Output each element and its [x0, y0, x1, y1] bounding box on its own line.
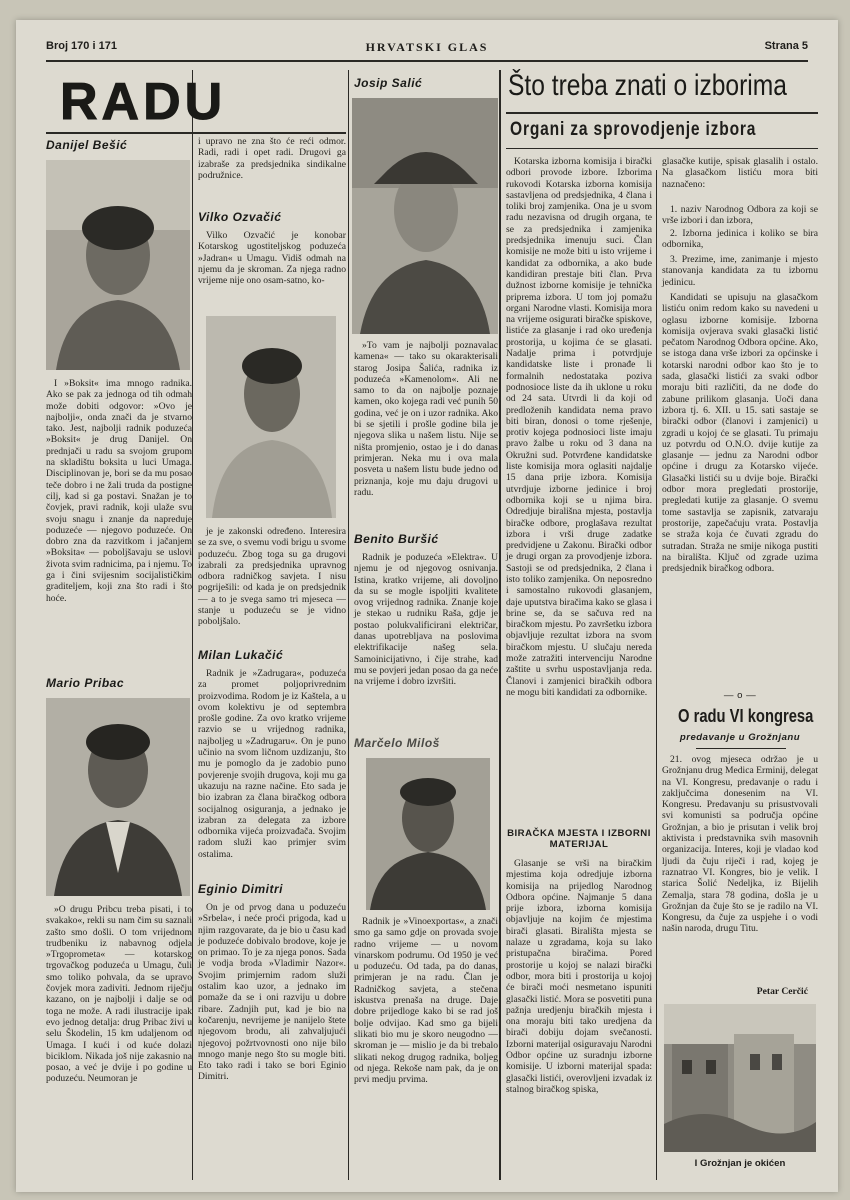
groznjan-photo: [664, 1004, 816, 1152]
article-text: Kandidati se upisuju na glasačkom listiću onim redom kako su navedeni u oglasu izborne komisije. Izborna komisija ovjerava svaki glasački listić pečatom Narodnog Odbora općine. Ako, se istoga dana vrše izbori za općinske i kotarski narodni odbor kao što je to sada, glasački listići za svaki odbor moraju biti različiti, da ne dođe do zabune prilikom glasanja. Uoči dana izbora tj. 6. XII. u 15. sati sastaje se birački odbor (članovi i zamjenici) u zgradi u kojoj će se glasati. Tu primaju uz potvrdu od O.N.O. dvije kutije za glasanje — jednu za Narodni odbor općine i drugu za Kotarsko vijeće. Glasački listići su u dvije boje. Birački odbor mora pregledati prostorije, pregledati kutije za glasanje. O svemu tome sastavlja se zapisnik, zatvaraju prostorije, zapečaćuju vrata. Postavlja se straža koja će čuvati zgradu do sutradan. Straža ne smije nikoga pustiti na birališta. Ključ od zgrade uzima predsjednik biračkog odbora.: [662, 292, 818, 575]
ballot-list-item: 2. Izborna jedinica i koliko se bira odbornika,: [662, 228, 818, 251]
worker-photo: [46, 698, 190, 896]
section-divider: — o —: [723, 690, 757, 701]
newspaper-page: [16, 20, 838, 1192]
column-divider: [656, 170, 657, 1180]
worker-photo: [366, 758, 490, 910]
main-subtitle: Organi za sprovodjenje izbora: [510, 119, 757, 140]
page-header: [46, 40, 808, 58]
article-text: glasačke kutije, spisak glasalih i ostalo. Na glasačkom listiću mora biti naznačeno:: [662, 156, 818, 190]
section-subheading: BIRAČKA MJESTA I IZBORNI MATERIJAL: [507, 828, 651, 850]
column-divider: [499, 70, 501, 1180]
worker-photo: [46, 160, 190, 370]
worker-photo: [206, 316, 336, 518]
paper-name: HRVATSKI GLAS: [365, 40, 489, 54]
worker-name: Benito Buršić: [354, 532, 439, 546]
header-rule: [46, 60, 808, 62]
column-divider: [348, 70, 349, 1180]
worker-name: Josip Salić: [354, 76, 423, 90]
article-text: I »Boksit« ima mnogo radnika. Ako se pak za jednoga od tih odmah može dobiti odgovor: »Ovo je najbolji«, onda znači da je stvarno tako. Jest, najbolji radnik poduzeća »Boksit« je drug Danijel. On prednjači u radu sa svojom grupom na skladištu boksita u luci Umaga. Disciplinovan je, bori se da mu posao teče dobro i ne žali truda da postigne cilj, kad si ga postavi. Snažan je to čovjek, pravi radnik, koji ulaže svu svoju snagu i znanje da napreduje poduzeće — njegovo poduzeće. On dobro zna da razvitkom i jačanjem »Boksita« — poboljšavaju se uslovi života svim radnicima, pa i njemu. To ga i čini svijesnim socijalističkim graditeljem, koji zna što radi i što hoće.: [46, 378, 192, 604]
kongres-rule: [696, 748, 786, 749]
worker-name: Eginio Dimitri: [198, 882, 283, 896]
issue-number: Broj 170 i 171: [46, 40, 117, 52]
article-text: Radnik je poduzeća »Elektra«. U njemu je od njegovog osnivanja. Istina, kratko vrijeme, ali dovoljno da su se mogle ispoljiti kvalitete ovog vrijednog radnika. Znanje koje je stekao u rudniku Raša, gdje je postao polukvalificirani električar, danas upotrebljava na poslovima elektrifikacije našeg sela. Samoinicijativno, i čije strahe, kad mu se povjeri jedan posao da ga neće na vrijeme i dobro izvršiti.: [354, 552, 498, 688]
worker-name: Milan Lukačić: [198, 648, 284, 662]
article-text: »O drugu Pribcu treba pisati, i to svakako«, rekli su nam čim su saznali zašto smo došli. O tom vrijednom trudbeniku iz nabavnog odjela »Trgoprometa« — kotarskog trgovačkog poduzeća u Umagu, čuli smo toliko pohvala, da se upravo čovjek mora zadiviti. Jednom riječju kazano, on je najbolji i dalje se od toga ne može. A radi ilustracije ipak evo jednog detalja: drug Pribac živi u selu Škodelin, 15 km udaljenom od Umaga. I kući i od kuće dolazi biciklom. Nikada još nije zakasnio na posao, a već je dvije i po godine u poduzeću. Neumoran je: [46, 904, 192, 1085]
article-text: je je zakonski određeno. Interesira se za sve, o svemu vodi brigu u svome poduzeću. Zbog toga su ga drugovi izabrali za predsjednika upravnog odbora radničkog savjeta. I nisu pogriješili: od kada je on predsjednik — a to je svega samo tri mjeseca — stanje u poduzeću se je vidno poboljšalo.: [198, 526, 346, 628]
article-text: Kotarska izborna komisija i birački odbori provode izbore. Izborima rukovodi Kotarska izborna komisija sastavljena od predsjednika, 4 člana i toliki broj zamjenika. Ona je u svom radu nezavisna od drugih organa, te se za predsjednika i zamjenika predsjednika imenuju suci. Član komisije ne može biti u isto vrijeme i kandidat za odbornika, a ako bude kandidiran prestaje biti član. Prva dužnost izborne komisije je tehnička priprema izbora. U tom joj pomažu organi Narodne vlasti. Komisija mora na vrijeme osigurati biračke spiskove, listiće za glasanje i rad oko uređenja prostorija, u kojima će se glasati. Nadalje prima i potvrdjuje kandidatske liste i pronađe li formalnih nedostataka poziva podnosioce liste da ih uklone u roku od 24 sata. Utvrdi li da koji od predloženih kandidata nema pravo biti biran, donosi o tome rješenje, protiv kojega podnosioci liste imaju pravo žalbe u roku od 3 dana na Okružni sud. Potvrđene kandidatske liste komisija mora oglasiti najdalje 15 dana prije izbora. Komisija utvrdjuje izborne jedinice i broj odbornika koji se u njima bira. Odredjuje birališna mjesta, postavlja biračke odbore, proglašava rezultat izbora i vrši druge zadatke predvidjene u Zakonu. Birački odbor je drugi organ za provodjenje izbora. Sastoji se od predsjednika, 2 člana i isto toliko zamjenika. On neposredno i samostalno rukovodi glasanjem, daje uputstva biračima kako se glasa i brine se, da se sačuva red na biračkom mjestu. Po završetku izbora objavljuje rezultat izbora na svom biračkom mjestu. U slučaju nereda može zatražiti intervenciju Narodne zaštite u svrhu uspostavljanja reda. Članovi i zamjenici biračkih odbora ne mogu biti kandidati za odbornike.: [506, 156, 652, 698]
signature: Petar Cerčić: [756, 986, 808, 997]
article-text: Vilko Ozvačić je konobar Kotarskog ugostiteljskog poduzeća »Jadran« u Umagu. Vidiš odmah na njemu da je skroman. Za njega radno vrijeme nije ono osam-satno, ko-: [198, 230, 346, 287]
worker-photo: [352, 98, 498, 334]
worker-name: Vilko Ozvačić: [198, 210, 282, 224]
page-number: Strana 5: [764, 40, 808, 52]
subtitle-rule: [506, 148, 818, 149]
left-title: RADU: [60, 73, 227, 131]
article-text: Glasanje se vrši na biračkim mjestima koja odredjuje izborna komisija na prijedlog Narodnog Odbora općine. Najmanje 5 dana prije izbora, izborna komisija objavljuje na kojim će mjestima birači glasati. Birališta mjesta se nalaze u zgradama, koja su lako pristupačna biračima. Pored prostorije u kojoj se nalazi birački odbor, mora biti i prostorija u kojoj će birači moći nesmetano ispuniti glasački listić. Mora se posvetiti puna pažnja uredjenju biračkih mjesta i ona moraju biti tako uredjena da birači dobiju dojam svečanosti. Izborni materijal osiguravaju Narodni Odbor općine uz suradnju izborne komisije. U izborni materijal spada: glasački listići, overovljeni izvadak iz stalnog biračkog spiska,: [506, 858, 652, 1095]
article-text: Radnik je »Zadrugara«, poduzeća za promet poljoprivrednim proizvodima. Rodom je iz Kaštela, a u ovom kolektivu je od septembra prošle godine. Za ovo kratko vrijeme razvio se u vrijednog radnika, najboljeg u »Zadrugaru«. On je puno učinio na svom ličnom uzdizanju, što mu je pomoglo da je zadobio puno povjerenje svojih drugova, koji mu ga ukazuju na razne načine. Eto sada je bio izabran za člana biračkog odbora socijalnog osiguranja, a jednako je izabran za delegata za izbore odbornika vijeća proizvađača. Svojim radom služi kao primjer svim ostalima.: [198, 668, 346, 860]
worker-name: Mario Pribac: [46, 676, 125, 690]
title-rule: [506, 112, 818, 114]
article-text: On je od prvog dana u poduzeću »Srbela«, i neće proći prigoda, kad u njim razgovarate, da je bio u času kad je poduzeće dobivalo brodove, koje je on primao. To je za njega ponos. Sada je vodja broda »Vladimir Nazor«. Svojim primjernim radom služi ostalim kao uzor, a jednako im pomaže da se i oni razviju u dobre ribare. Zadnjih put, kad je bio na kočarenju, nevrijeme je nanijelo štete njegovom brodu, ali zahvaljujući njegovoj požrtvovnosti ono nije bilo mnogo manje nego što su mogle biti. Eto tako radi i tako se bori Eginio Dimitri.: [198, 902, 346, 1083]
article-text: »To vam je najbolji poznavalac kamena« — tako su okarakterisali starog Josipa Šalića, radnika iz poduzeća »Kamenolom«. Ali ne samo to da on najbolje poznaje kamen, oko kojega radi već punih 50 godina, već je on i uzor radnika. Ako bi se sjetili i prošle godine bila je njegova slika u našem listu. Nije se ništa promjenio, ostao je i do danas primjeran. Neka mu i ova mala posveta u našem listu bude jedno od priznanja, koje mu daju drugovi u radu.: [354, 340, 498, 498]
worker-name: Marčelo Miloš: [354, 736, 440, 750]
worker-name: Danijel Bešić: [46, 138, 128, 152]
ballot-list-item: 3. Prezime, ime, zanimanje i mjesto stanovanja kandidata za tu izbornu jedinicu.: [662, 254, 818, 288]
kongres-subheadline: predavanje u Grožnjanu: [679, 732, 801, 743]
column-divider: [192, 70, 193, 1180]
article-text: Radnik je »Vinoexportas«, a znači smo ga samo gdje on provada svoje radno vrijeme — u novom vinarskom podrumu. Od 1950 je već u poduzeću. Od tada, pa do danas, primjeran je na radu. Član je Radničkog savjeta, a stečena iskustva prenaša na druge. Daje dobre prijedloge kako bi se rad još bolje odvijao. Kad smo ga bijeli slikati bio mu je skoro neugodno — skroman je — mislio je da bi trebalo slikati nekog drugog radnika, boljeg od njega. Rekoše nam pak, da je on prvi medju prvima.: [354, 916, 498, 1086]
photo-caption: I Grožnjan je okićen: [694, 1158, 786, 1169]
article-text: i upravo ne zna što će reći odmor. Radi, radi i opet radi. Drugovi ga izabraše za predsjednika sindikalne podružnice.: [198, 136, 346, 181]
kongres-headline: O radu VI kongresa: [678, 706, 814, 726]
title-rule: [46, 132, 346, 134]
ballot-list-item: 1. naziv Narodnog Odbora za koji se vrše izbori i dan izbora,: [662, 204, 818, 227]
main-title: Što treba znati o izborima: [508, 69, 787, 102]
article-text: 21. ovog mjeseca održao je u Grožnjanu drug Medica Erminij, delegat na VI. Kongresu, predavanje o radu i zaključcima donesenim na VI. Kongresu. Predavanju su prisustvovali svi komunisti sa područja općine Grožnjan, a bio je prisutan i velik broj aktivista i predstavnika svih masovnih organizacija. Interes, koji je vladao kod ljudi da čuju riječi i rad, kojeg je raznatrao VI. Kongres, bio je velik. I starica Šolić Nedeljka, iz Bijelih Zemalja, stara 78 godina, došla je u Grožnjan da čuje što se je radilo na VI. Kongresu, da čuje za uspjehe i o vodi našin naroda, drugu Titu.: [662, 754, 818, 935]
